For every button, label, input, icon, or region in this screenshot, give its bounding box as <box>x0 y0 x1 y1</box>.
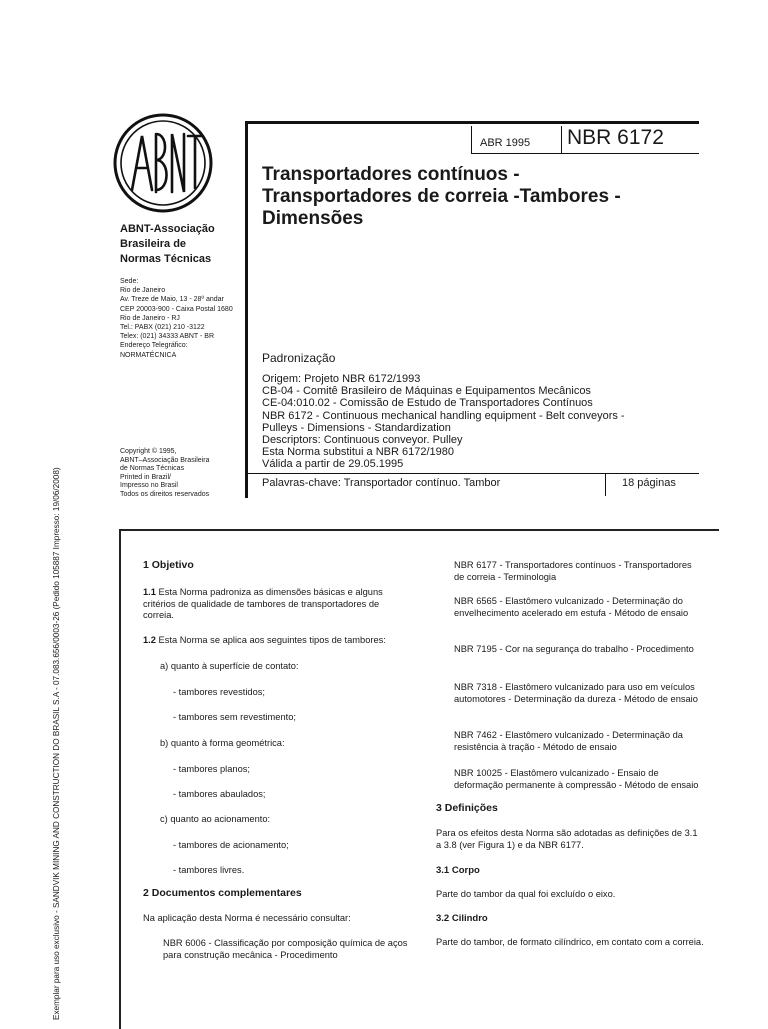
origin-line: Válida a partir de 29.05.1995 <box>262 458 404 471</box>
norm-number: NBR 6172 <box>567 126 664 149</box>
list-item: - tambores abaulados; <box>173 789 266 799</box>
address-line: Av. Treze de Maio, 13 - 28º andar <box>120 296 224 304</box>
org-line: ABNT-Associação <box>120 223 215 235</box>
copyright-line: Impresso no Brasil <box>120 482 178 489</box>
license-watermark-text: Exemplar para uso exclusivo - SANDVIK MINING AND CONSTRUCTION DO BRASIL S.A - 07.083.656/0003-26 (Pedido 105887 Impresso: 19/06/2008) <box>52 467 61 1020</box>
copyright-notice <box>120 448 260 499</box>
address-line: Sede: <box>120 278 139 285</box>
origin-line: Pulleys - Dimensions - Standardization <box>262 421 451 434</box>
paragraph-text: Esta Norma padroniza as dimensões básicas e alguns critérios de qualidade de tambores de transportadores de correia. <box>143 587 383 620</box>
header-box-top-rule <box>245 121 699 124</box>
origin-line: CB-04 - Comitê Brasileiro de Máquinas e Equipamentos Mecânicos <box>262 385 591 398</box>
document-title <box>262 164 702 230</box>
origin-line: CE-04:010.02 - Comissão de Estudo de Transportadores Contínuos <box>262 397 593 410</box>
date-underline <box>471 153 699 154</box>
header-box-left-rule <box>245 121 248 498</box>
document-origin <box>262 373 662 471</box>
org-line: Normas Técnicas <box>120 253 212 265</box>
reference-item: NBR 7318 - Elastômero vulcanizado para uso em veículos automotores - Determinação da dureza - Método de ensaio <box>454 682 698 704</box>
organization-name <box>120 222 250 267</box>
address-line: Tel.: PABX (021) 210 -3122 <box>120 324 205 332</box>
list-item: - tambores revestidos; <box>173 687 265 697</box>
list-item: - tambores de acionamento; <box>173 840 289 850</box>
copyright-line: de Normas Técnicas <box>120 465 185 472</box>
section-2-intro: Na aplicação desta Norma é necessário consultar: <box>143 913 351 923</box>
origin-line: Esta Norma substitui a NBR 6172/1980 <box>262 446 454 459</box>
section-1-1-paragraph <box>143 587 410 622</box>
address-line: Rio de Janeiro <box>120 287 166 295</box>
copyright-line: Copyright © 1995, <box>120 448 177 455</box>
reference-item: NBR 7462 - Elastômero vulcanizado - Determinação da resistência à tração - Método de ensaio <box>454 730 683 752</box>
list-item: - tambores livres. <box>173 865 245 875</box>
license-watermark <box>52 380 65 1020</box>
title-line: Transportadores de correia -Tambores - <box>262 186 621 207</box>
list-item: - tambores sem revestimento; <box>173 712 296 722</box>
definition-3-1-heading: 3.1 Corpo <box>436 865 480 876</box>
section-number: 1.1 <box>143 587 156 597</box>
title-line: Dimensões <box>262 208 364 229</box>
address-line: CEP 20003-900 - Caixa Postal 1680 <box>120 305 233 313</box>
norm-divider <box>561 126 562 153</box>
title-line: Transportadores contínuos - <box>262 164 520 185</box>
reference-item: NBR 7195 - Cor na segurança do trabalho - Procedimento <box>454 644 694 654</box>
page-count: 18 páginas <box>622 477 676 489</box>
section-number: 1.2 <box>143 635 156 645</box>
abnt-logo <box>112 112 214 214</box>
address-line: Rio de Janeiro - RJ <box>120 314 180 322</box>
section-3-heading: 3 Definições <box>436 802 498 814</box>
copyright-line: Printed in Brazil/ <box>120 473 171 481</box>
copyright-line: Todos os direitos reservados <box>120 490 210 498</box>
reference-item: NBR 6565 - Elastômero vulcanizado - Determinação do envelhecimento acelerado em estufa - Método de ensaio <box>454 596 689 618</box>
pages-divider <box>605 474 606 496</box>
org-line: Brasileira de <box>120 238 187 250</box>
reference-item: NBR 6006 - Classificação por composição química de aços para construção mecânica - Procedimento <box>163 938 408 960</box>
address-line: Telex: (021) 34333 ABNT - BR <box>120 333 215 341</box>
paragraph-text: Esta Norma se aplica aos seguintes tipos de tambores: <box>155 635 386 645</box>
list-item: c) quanto ao acionamento: <box>160 814 271 824</box>
date-divider <box>471 126 472 153</box>
definition-3-1-text: Parte do tambor da qual foi excluído o eixo. <box>436 889 616 899</box>
keywords: Palavras-chave: Transportador contínuo. Tambor <box>262 477 501 489</box>
publication-date: ABR 1995 <box>480 137 531 149</box>
origin-line: NBR 6172 - Continuous mechanical handling equipment - Belt conveyors - <box>262 409 625 422</box>
origin-line: Descriptors: Continuous conveyor. Pulley <box>262 434 463 447</box>
keywords-rule <box>248 473 699 474</box>
reference-item: NBR 6177 - Transportadores contínuos - Transportadores de correia - Terminologia <box>454 560 692 582</box>
section-1-2-paragraph <box>143 635 410 647</box>
copyright-line: ABNT–Associação Brasileira <box>120 456 210 464</box>
section-2-heading: 2 Documentos complementares <box>143 887 302 899</box>
list-item: a) quanto à superfície de contato: <box>160 661 299 671</box>
organization-address <box>120 277 260 360</box>
list-item: - tambores planos; <box>173 764 250 774</box>
document-category: Padronização <box>262 351 336 365</box>
address-line: NORMATÉCNICA <box>120 351 177 359</box>
section-3-intro: Para os efeitos desta Norma são adotadas as definições de 3.1 a 3.8 (ver Figura 1) e da NBR 6177. <box>436 828 698 850</box>
reference-item: NBR 10025 - Elastômero vulcanizado - Ensaio de deformação permanente à compressão - Método de ensaio <box>454 768 699 790</box>
list-item: b) quanto à forma geométrica: <box>160 738 285 748</box>
definition-3-2-text: Parte do tambor, de formato cilíndrico, em contato com a correia. <box>436 937 704 947</box>
definition-3-2-heading: 3.2 Cilindro <box>436 913 488 924</box>
origin-line: Origem: Projeto NBR 6172/1993 <box>262 373 421 385</box>
section-1-heading: 1 Objetivo <box>143 559 194 571</box>
address-line: Endereço Telegráfico: <box>120 342 188 350</box>
